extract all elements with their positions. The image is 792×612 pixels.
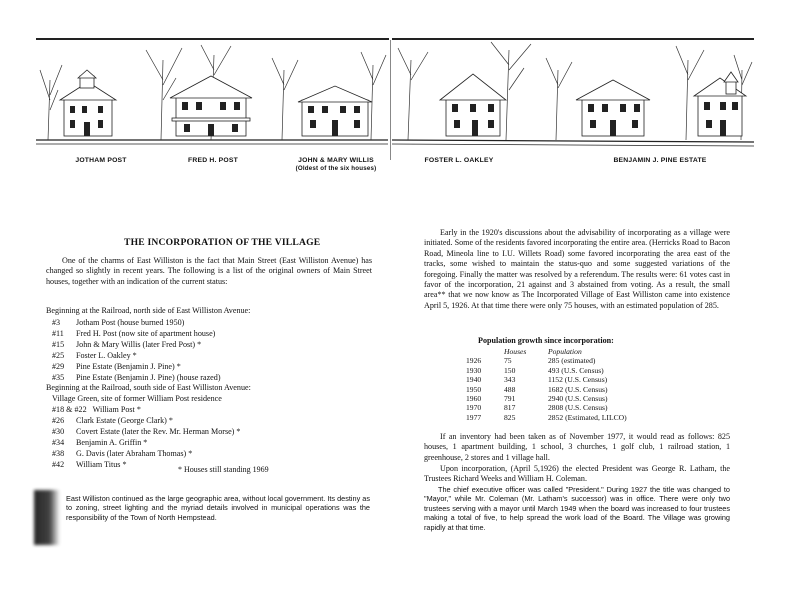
houses-standing-footnote: * Houses still standing 1969 [178, 465, 269, 474]
list-item: #30 Covert Estate (later the Rev. Mr. Herman Morse) * [52, 426, 241, 436]
list-item: #3 Jotham Post (house burned 1950) [52, 318, 185, 327]
list-item: #38 G. Davis (later Abraham Thomas) * [52, 448, 193, 458]
table-header-row [462, 347, 631, 356]
list-item: #35 Pine Estate (Benjamin J. Pine) (house razed) [52, 372, 221, 382]
chief-executive-paragraph: The chief executive officer was called "President." During 1927 the title was changed to "Mayor," while Mr. Coleman (Mr. Latham's successor) was in office. There were only two trustees serving with a mayor until March 1949 when the board was increased to four trustees making a total of five, to help spread the work load of the Board. The Village was growing rapidly at that time. [424, 485, 730, 532]
north-side-heading: Beginning at the Railroad, north side of East Williston Avenue: [46, 306, 251, 315]
table-row: 1940 343 1152 (U.S. Census) [466, 375, 608, 385]
caption-willis-note: (Oldest of the six houses) [295, 165, 377, 172]
houses-illustration [36, 40, 754, 148]
section-title: THE INCORPORATION OF THE VILLAGE [124, 237, 321, 248]
table-row: 1930 150 493 (U.S. Census) [466, 365, 604, 375]
list-item: #34 Benjamin A. Griffin * [52, 437, 148, 447]
closing-paragraph: East Williston continued as the large geographic area, without local government. Its destiny as to zoning, street lighting and the myriad details involved in municipal operations was the responsibility of the Town of North Hempstead. [66, 494, 370, 522]
north-side-list [48, 318, 221, 383]
table-row: 1950 488 1682 (U.S. Census) [466, 384, 608, 394]
table-row: 1926 75 285 (estimated) [466, 356, 596, 366]
south-side-list [48, 405, 240, 470]
first-officers-paragraph: Upon incorporation, (April 5,1926) the elected President was George R. Latham, the Trustees Richard Weeks and William H. Coleman. [424, 464, 730, 484]
table-header: Population [548, 347, 582, 356]
south-side-heading: Beginning at the Railroad, south side of East Williston Avenue: [46, 383, 251, 392]
caption-willis: JOHN & MARY WILLIS (Oldest of the six houses) [280, 157, 392, 173]
table-row: 1977 825 2852 (Estimated, LILCO) [466, 412, 627, 422]
page-gutter [390, 40, 391, 160]
population-table [462, 347, 631, 422]
table-row: 1970 817 2808 (U.S. Census) [466, 403, 608, 413]
list-item: #18 & #22 William Post * [52, 405, 141, 414]
list-item: #42 William Titus * [52, 459, 127, 469]
incorporation-paragraph: Early in the 1920's discussions about the advisability of incorporating as a village were initiated. Some of the residents favored incorporating the entire area. (Herricks Road to Bacon Road, Mineola line to I.U. Willets Road) some favored incorporating the area east of the tracks, some wished to maintain the status-quo and some suggested variations of the foregoing. Finally the matter was resolved by a referendum. The results were: 61 votes cast in favor of the incorporation, 21 against and 3 abstained from voting. As a result, the small area** that we now know as The Incorporated Village of East Williston came into existence April 5, 1926. At that time there were only 75 houses, with an estimated population of 285. [424, 228, 730, 310]
caption-fred-post: FRED H. POST [188, 157, 238, 164]
table-row: 1960 791 2940 (U.S. Census) [466, 394, 608, 404]
list-item: #29 Pine Estate (Benjamin J. Pine) * [52, 361, 181, 371]
list-item: #25 Foster L. Oakley * [52, 350, 137, 360]
population-table-title: Population growth since incorporation: [478, 336, 614, 345]
table-header: Houses [504, 347, 527, 356]
caption-pine-estate: BENJAMIN J. PINE ESTATE [613, 157, 707, 164]
village-green-line: Village Green, site of former William Post residence [52, 394, 222, 403]
list-item: #11 Fred H. Post (now site of apartment house) [52, 328, 216, 338]
scan-edge-shadow [34, 490, 60, 545]
table-header [462, 347, 500, 356]
caption-jotham-post: JOTHAM POST [75, 157, 127, 164]
caption-foster-oakley: FOSTER L. OAKLEY [424, 157, 494, 164]
list-item: #15 John & Mary Willis (later Fred Post) * [52, 339, 202, 349]
list-item: #26 Clark Estate (George Clark) * [52, 415, 173, 425]
intro-paragraph: One of the charms of East Williston is the fact that Main Street (East Williston Avenue) has changed so slightly in recent years. The following is a list of the original owners of Main Street houses, together with an indication of the current status: [46, 256, 372, 286]
inventory-paragraph: If an inventory had been taken as of November 1977, it would read as follows: 825 houses, 1 apartment building, 1 school, 3 churches, 1 golf club, 1 railroad station, 1 greenhouse, 2 stores and 1 village hall. [424, 432, 730, 462]
